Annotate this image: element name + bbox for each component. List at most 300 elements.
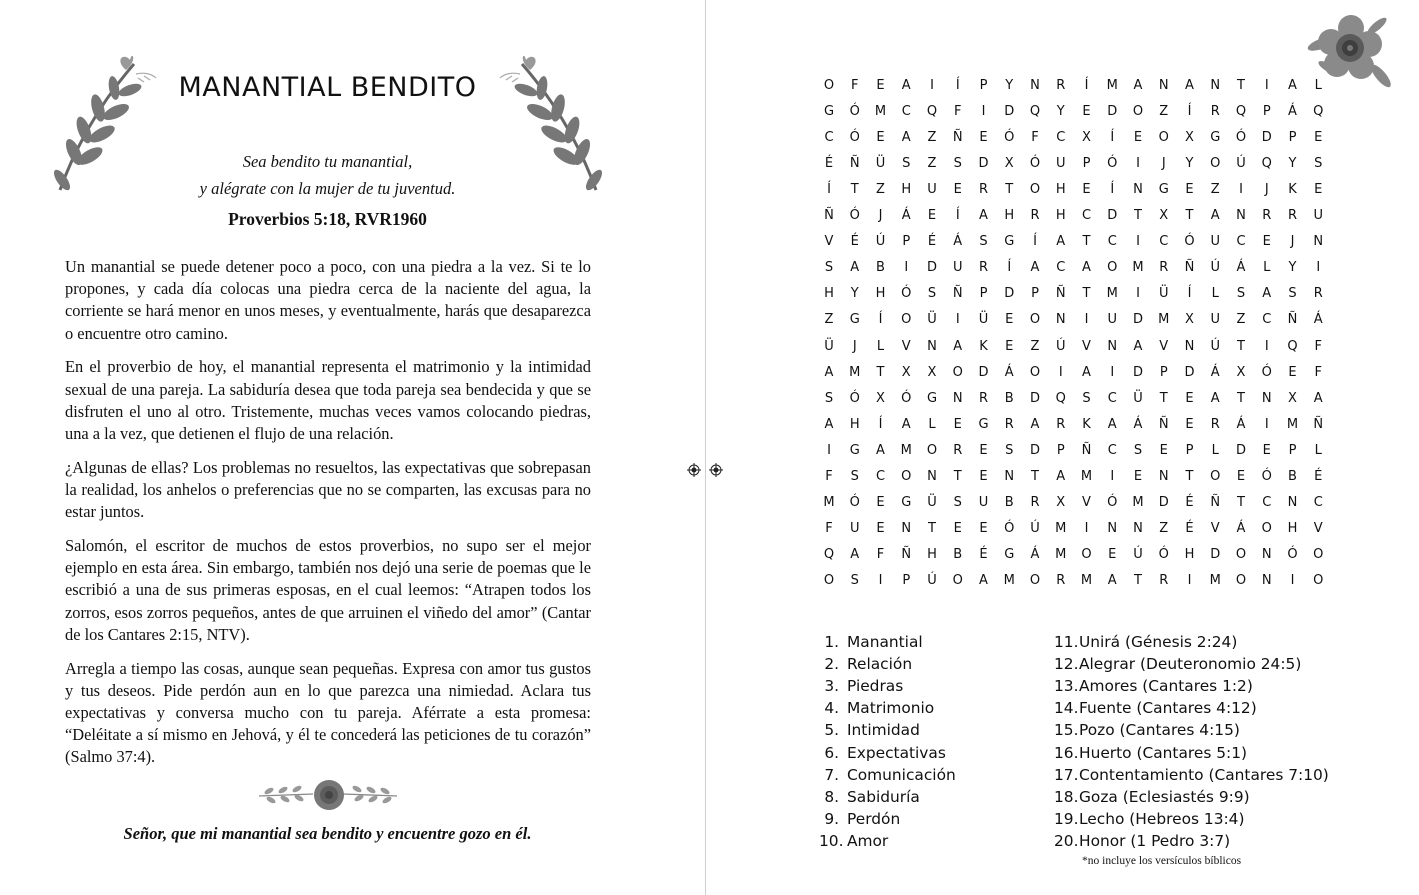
grid-letter[interactable]: I xyxy=(981,104,986,120)
grid-letter[interactable]: Ó xyxy=(1184,234,1195,250)
grid-letter[interactable]: N xyxy=(1004,468,1015,484)
grid-letter[interactable]: A xyxy=(901,130,911,146)
grid-letter[interactable]: N xyxy=(1107,338,1118,354)
grid-letter[interactable]: H xyxy=(901,182,912,198)
grid-letter[interactable]: N xyxy=(1030,78,1040,93)
grid-letter[interactable]: E xyxy=(979,130,988,146)
grid-letter[interactable]: C xyxy=(1056,130,1066,146)
grid-letter[interactable]: M xyxy=(849,364,861,380)
grid-letter[interactable]: O xyxy=(1210,156,1221,172)
grid-letter[interactable]: Ü xyxy=(875,156,886,172)
grid-letter[interactable]: Á xyxy=(1313,312,1323,328)
grid-letter[interactable]: Ñ xyxy=(849,156,860,172)
grid-letter[interactable]: R xyxy=(978,390,989,406)
grid-letter[interactable]: M xyxy=(1286,416,1299,432)
grid-letter[interactable]: J xyxy=(878,208,883,224)
grid-letter[interactable]: Ú xyxy=(1030,520,1040,536)
grid-letter[interactable]: Á xyxy=(1236,416,1246,432)
grid-letter[interactable]: A xyxy=(1082,260,1091,276)
grid-letter[interactable]: M xyxy=(823,494,835,510)
grid-letter[interactable]: Á xyxy=(1030,546,1040,562)
grid-letter[interactable]: K xyxy=(979,338,988,354)
grid-letter[interactable]: I xyxy=(1264,338,1269,354)
grid-letter[interactable]: D xyxy=(926,260,937,276)
grid-letter[interactable]: X xyxy=(1082,130,1091,146)
grid-letter[interactable]: M xyxy=(1132,494,1144,510)
grid-letter[interactable]: A xyxy=(901,416,911,432)
grid-letter[interactable]: T xyxy=(1159,390,1168,406)
grid-letter[interactable]: D xyxy=(1029,442,1040,458)
grid-letter[interactable]: O xyxy=(1313,546,1324,562)
grid-letter[interactable]: D xyxy=(1261,130,1272,146)
grid-letter[interactable]: N xyxy=(901,520,912,536)
grid-letter[interactable]: P xyxy=(1185,442,1194,458)
grid-letter[interactable]: Ñ xyxy=(1158,416,1169,432)
grid-letter[interactable]: É xyxy=(927,234,937,250)
grid-letter[interactable]: T xyxy=(1134,572,1142,588)
grid-letter[interactable]: R xyxy=(953,442,963,458)
grid-letter[interactable]: Ü xyxy=(824,338,834,354)
grid-letter[interactable]: Ó xyxy=(1107,156,1118,172)
grid-letter[interactable]: O xyxy=(823,572,835,588)
grid-letter[interactable]: H xyxy=(1287,520,1298,536)
grid-letter[interactable]: É xyxy=(850,234,859,250)
grid-letter[interactable]: G xyxy=(1004,546,1015,562)
grid-letter[interactable]: P xyxy=(1159,364,1168,380)
grid-letter[interactable]: U xyxy=(849,520,860,536)
grid-letter[interactable]: X xyxy=(1185,312,1194,328)
grid-letter[interactable]: C xyxy=(1262,312,1272,328)
grid-letter[interactable]: I xyxy=(1264,416,1269,432)
grid-letter[interactable]: E xyxy=(1133,468,1143,484)
grid-letter[interactable]: H xyxy=(1004,208,1015,224)
grid-letter[interactable]: A xyxy=(1082,364,1091,380)
grid-letter[interactable]: S xyxy=(953,156,962,172)
grid-letter[interactable]: G xyxy=(1158,182,1169,198)
grid-letter[interactable]: E xyxy=(1005,338,1014,354)
grid-letter[interactable]: O xyxy=(1029,364,1041,380)
grid-letter[interactable]: D xyxy=(1004,286,1015,302)
grid-letter[interactable]: E xyxy=(876,494,885,510)
grid-letter[interactable]: P xyxy=(1031,286,1039,302)
grid-letter[interactable]: E xyxy=(1314,130,1323,146)
grid-letter[interactable]: Ñ xyxy=(1081,442,1092,458)
grid-letter[interactable]: I xyxy=(1136,234,1140,250)
grid-letter[interactable]: N xyxy=(1158,468,1169,484)
grid-letter[interactable]: E xyxy=(1236,468,1246,484)
grid-letter[interactable]: R xyxy=(1056,416,1066,432)
grid-letter[interactable]: N xyxy=(1055,312,1066,328)
grid-letter[interactable]: Q xyxy=(823,546,835,562)
grid-letter[interactable]: M xyxy=(1132,260,1144,276)
grid-letter[interactable]: F xyxy=(851,78,859,93)
grid-letter[interactable]: G xyxy=(978,416,989,432)
grid-letter[interactable]: I xyxy=(878,572,883,588)
grid-letter[interactable]: H xyxy=(875,286,886,302)
grid-letter[interactable]: T xyxy=(1237,338,1245,354)
grid-letter[interactable]: M xyxy=(874,104,887,120)
grid-letter[interactable]: Ñ xyxy=(1210,494,1221,510)
grid-letter[interactable]: B xyxy=(1288,468,1297,484)
grid-letter[interactable]: K xyxy=(1082,416,1091,432)
grid-letter[interactable]: P xyxy=(979,286,988,302)
grid-letter[interactable]: E xyxy=(1005,312,1014,328)
grid-letter[interactable]: J xyxy=(852,338,857,354)
grid-letter[interactable]: C xyxy=(824,130,834,146)
grid-letter[interactable]: P xyxy=(979,78,988,93)
grid-letter[interactable]: S xyxy=(1005,442,1014,458)
grid-letter[interactable]: O xyxy=(901,468,912,484)
grid-letter[interactable]: S xyxy=(902,156,911,172)
grid-letter[interactable]: E xyxy=(876,520,885,536)
grid-letter[interactable]: E xyxy=(1185,416,1194,432)
grid-letter[interactable]: Ó xyxy=(849,208,860,224)
grid-letter[interactable]: U xyxy=(1210,312,1220,328)
grid-letter[interactable]: H xyxy=(849,416,860,432)
grid-letter[interactable]: I xyxy=(827,442,831,458)
grid-letter[interactable]: O xyxy=(1261,520,1272,536)
grid-letter[interactable]: G xyxy=(901,494,912,510)
grid-letter[interactable]: Ú xyxy=(927,572,937,588)
grid-letter[interactable]: O xyxy=(1235,572,1247,588)
grid-letter[interactable]: G xyxy=(823,104,835,120)
grid-letter[interactable]: G xyxy=(849,312,860,328)
grid-letter[interactable]: T xyxy=(1237,390,1245,406)
grid-letter[interactable]: P xyxy=(1082,156,1091,172)
grid-letter[interactable]: O xyxy=(1210,468,1221,484)
grid-letter[interactable]: A xyxy=(1185,78,1194,93)
grid-letter[interactable]: Ú xyxy=(1236,156,1246,172)
grid-letter[interactable]: Ú xyxy=(875,234,886,250)
grid-letter[interactable]: Í xyxy=(878,416,883,432)
grid-letter[interactable]: I xyxy=(1187,572,1192,588)
grid-letter[interactable]: Á xyxy=(901,208,911,224)
grid-letter[interactable]: S xyxy=(927,286,937,302)
grid-letter[interactable]: I xyxy=(1110,364,1115,380)
grid-letter[interactable]: I xyxy=(955,312,960,328)
grid-letter[interactable]: A xyxy=(1030,260,1040,276)
grid-letter[interactable]: Y xyxy=(1005,78,1014,93)
grid-letter[interactable]: V xyxy=(1082,494,1091,510)
grid-letter[interactable]: Á xyxy=(1004,364,1014,380)
grid-letter[interactable]: A xyxy=(1030,416,1040,432)
grid-letter[interactable]: X xyxy=(927,364,937,380)
grid-letter[interactable]: T xyxy=(876,364,885,380)
grid-letter[interactable]: Á xyxy=(1288,104,1297,120)
grid-letter[interactable]: Ó xyxy=(1261,364,1272,380)
grid-letter[interactable]: N xyxy=(1133,182,1143,198)
grid-letter[interactable]: E xyxy=(1082,182,1091,198)
grid-letter[interactable]: C xyxy=(1107,234,1117,250)
grid-letter[interactable]: D xyxy=(1158,494,1169,510)
grid-letter[interactable]: I xyxy=(1058,364,1063,380)
grid-letter[interactable]: I xyxy=(1316,260,1321,276)
grid-letter[interactable]: U xyxy=(1055,156,1066,172)
grid-letter[interactable]: G xyxy=(1004,234,1015,250)
grid-letter[interactable]: Z xyxy=(1210,182,1220,198)
grid-letter[interactable]: R xyxy=(1056,78,1066,93)
grid-letter[interactable]: L xyxy=(1263,260,1271,276)
grid-letter[interactable]: A xyxy=(1210,208,1220,224)
grid-letter[interactable]: A xyxy=(979,208,988,224)
grid-letter[interactable]: D xyxy=(1107,104,1118,120)
grid-letter[interactable]: R xyxy=(1210,104,1220,120)
grid-letter[interactable]: G xyxy=(849,442,860,458)
grid-letter[interactable]: Ó xyxy=(1004,520,1015,536)
grid-letter[interactable]: Z xyxy=(876,182,885,198)
grid-letter[interactable]: M xyxy=(1080,572,1093,588)
grid-letter[interactable]: S xyxy=(1288,286,1297,302)
grid-letter[interactable]: T xyxy=(1185,208,1194,224)
grid-letter[interactable]: U xyxy=(978,494,989,510)
grid-letter[interactable]: Ó xyxy=(1158,546,1169,562)
grid-letter[interactable]: Z xyxy=(1159,520,1169,536)
grid-letter[interactable]: Ú xyxy=(1210,338,1220,354)
grid-letter[interactable]: U xyxy=(1313,208,1323,224)
grid-letter[interactable]: A xyxy=(979,572,988,588)
grid-letter[interactable]: R xyxy=(978,260,989,276)
grid-letter[interactable]: E xyxy=(876,130,885,146)
grid-letter[interactable]: Ó xyxy=(1107,494,1118,510)
grid-letter[interactable]: X xyxy=(1288,390,1297,406)
grid-letter[interactable]: T xyxy=(1082,234,1091,250)
grid-letter[interactable]: E xyxy=(1108,546,1117,562)
grid-letter[interactable]: E xyxy=(876,78,885,93)
grid-letter[interactable]: S xyxy=(1082,390,1091,406)
grid-letter[interactable]: T xyxy=(1005,182,1014,198)
grid-letter[interactable]: M xyxy=(1158,312,1170,328)
grid-letter[interactable]: Á xyxy=(1133,416,1143,432)
grid-letter[interactable]: P xyxy=(902,234,911,250)
grid-letter[interactable]: C xyxy=(1107,390,1117,406)
grid-letter[interactable]: S xyxy=(1314,156,1323,172)
grid-letter[interactable]: N xyxy=(1184,338,1195,354)
grid-letter[interactable]: E xyxy=(953,520,962,536)
grid-letter[interactable]: J xyxy=(1290,234,1295,250)
grid-letter[interactable]: N xyxy=(1261,390,1272,406)
grid-letter[interactable]: F xyxy=(1314,364,1322,380)
grid-letter[interactable]: E xyxy=(1262,234,1271,250)
grid-letter[interactable]: I xyxy=(904,260,909,276)
grid-letter[interactable]: G xyxy=(926,390,938,406)
grid-letter[interactable]: I xyxy=(1110,468,1115,484)
grid-letter[interactable]: Í xyxy=(1187,286,1192,302)
grid-letter[interactable]: O xyxy=(1029,572,1041,588)
grid-letter[interactable]: E xyxy=(1185,390,1194,406)
grid-letter[interactable]: S xyxy=(979,234,988,250)
grid-letter[interactable]: A xyxy=(1210,390,1220,406)
grid-letter[interactable]: Y xyxy=(1288,156,1297,172)
grid-letter[interactable]: Ó xyxy=(849,494,860,510)
grid-letter[interactable]: A xyxy=(901,78,911,93)
grid-letter[interactable]: N xyxy=(1133,520,1143,536)
grid-letter[interactable]: Ü xyxy=(927,312,937,328)
grid-letter[interactable]: R xyxy=(1287,208,1298,224)
grid-letter[interactable]: Ñ xyxy=(824,208,834,224)
grid-letter[interactable]: E xyxy=(927,208,937,224)
grid-letter[interactable]: O xyxy=(1313,572,1324,588)
grid-letter[interactable]: P xyxy=(902,572,911,588)
grid-letter[interactable]: T xyxy=(953,468,962,484)
grid-letter[interactable]: C xyxy=(1081,208,1092,224)
grid-letter[interactable]: A xyxy=(850,546,860,562)
grid-letter[interactable]: H xyxy=(1184,546,1195,562)
grid-letter[interactable]: O xyxy=(1029,182,1041,198)
grid-letter[interactable]: T xyxy=(850,182,859,198)
grid-letter[interactable]: Z xyxy=(1030,338,1040,354)
grid-letter[interactable]: T xyxy=(1237,494,1245,510)
grid-letter[interactable]: R xyxy=(1159,260,1169,276)
grid-letter[interactable]: N xyxy=(1158,78,1169,93)
grid-letter[interactable]: Ñ xyxy=(1313,416,1324,432)
grid-letter[interactable]: B xyxy=(876,260,885,276)
grid-letter[interactable]: Í xyxy=(827,182,831,198)
grid-letter[interactable]: Z xyxy=(1236,312,1246,328)
grid-letter[interactable]: T xyxy=(1082,286,1091,302)
grid-letter[interactable]: F xyxy=(825,520,833,536)
grid-letter[interactable]: N xyxy=(927,338,937,354)
grid-letter[interactable]: V xyxy=(901,338,911,354)
grid-letter[interactable]: A xyxy=(824,416,834,432)
grid-letter[interactable]: Y xyxy=(850,286,859,302)
grid-letter[interactable]: L xyxy=(876,338,885,354)
grid-letter[interactable]: M xyxy=(900,442,912,458)
grid-letter[interactable]: Ó xyxy=(849,104,860,120)
grid-letter[interactable]: I xyxy=(1136,156,1140,172)
grid-letter[interactable]: F xyxy=(876,546,885,562)
grid-letter[interactable]: O xyxy=(1235,546,1247,562)
grid-letter[interactable]: É xyxy=(1314,468,1323,484)
grid-letter[interactable]: I xyxy=(1084,520,1089,536)
grid-letter[interactable]: Í xyxy=(878,312,883,328)
grid-letter[interactable]: Q xyxy=(1313,104,1324,120)
grid-letter[interactable]: Á xyxy=(1236,520,1246,536)
grid-letter[interactable]: A xyxy=(1262,286,1272,302)
grid-letter[interactable]: M xyxy=(1106,78,1118,93)
grid-letter[interactable]: I xyxy=(1239,182,1243,198)
grid-letter[interactable]: O xyxy=(1107,260,1118,276)
grid-letter[interactable]: Q xyxy=(1029,104,1041,120)
grid-letter[interactable]: V xyxy=(1082,338,1091,354)
grid-letter[interactable]: L xyxy=(1211,286,1219,302)
grid-letter[interactable]: U xyxy=(927,182,937,198)
grid-letter[interactable]: C xyxy=(1262,494,1272,510)
grid-letter[interactable]: M xyxy=(1209,572,1221,588)
grid-letter[interactable]: X xyxy=(1185,130,1194,146)
grid-letter[interactable]: E xyxy=(979,442,988,458)
grid-letter[interactable]: C xyxy=(1107,442,1117,458)
grid-letter[interactable]: E xyxy=(1185,182,1194,198)
grid-letter[interactable]: D xyxy=(1132,312,1143,328)
grid-letter[interactable]: I xyxy=(1264,78,1269,93)
grid-letter[interactable]: V xyxy=(1159,338,1169,354)
grid-letter[interactable]: Ñ xyxy=(1184,260,1195,276)
grid-letter[interactable]: R xyxy=(1030,208,1040,224)
grid-letter[interactable]: Ü xyxy=(1133,390,1143,406)
grid-letter[interactable]: O xyxy=(901,312,912,328)
grid-letter[interactable]: Ñ xyxy=(952,130,963,146)
grid-letter[interactable]: O xyxy=(1132,104,1144,120)
grid-letter[interactable]: I xyxy=(930,78,934,93)
grid-letter[interactable]: C xyxy=(1056,260,1066,276)
grid-letter[interactable]: E xyxy=(1082,104,1091,120)
grid-letter[interactable]: Í xyxy=(1033,234,1037,250)
grid-letter[interactable]: A xyxy=(1133,78,1143,93)
grid-letter[interactable]: A xyxy=(953,338,963,354)
grid-letter[interactable]: O xyxy=(1029,312,1041,328)
grid-letter[interactable]: F xyxy=(825,468,833,484)
grid-letter[interactable]: N xyxy=(1261,572,1272,588)
grid-letter[interactable]: Ñ xyxy=(952,286,963,302)
grid-letter[interactable]: B xyxy=(1004,390,1014,406)
grid-letter[interactable]: Á xyxy=(1236,260,1246,276)
grid-letter[interactable]: O xyxy=(1081,546,1092,562)
grid-letter[interactable]: P xyxy=(1288,442,1297,458)
grid-letter[interactable]: Ú xyxy=(1210,260,1220,276)
grid-letter[interactable]: U xyxy=(1107,312,1117,328)
grid-letter[interactable]: A xyxy=(1056,234,1066,250)
grid-letter[interactable]: F xyxy=(954,104,962,120)
grid-letter[interactable]: A xyxy=(850,260,860,276)
grid-letter[interactable]: E xyxy=(1133,130,1143,146)
grid-letter[interactable]: O xyxy=(926,442,938,458)
grid-letter[interactable]: Ü xyxy=(978,312,989,328)
grid-letter[interactable]: Z xyxy=(927,130,937,146)
grid-letter[interactable]: Q xyxy=(1055,390,1066,406)
grid-letter[interactable]: I xyxy=(1136,286,1140,302)
grid-letter[interactable]: L xyxy=(1211,442,1219,458)
grid-letter[interactable]: Í xyxy=(1187,104,1192,120)
grid-letter[interactable]: X xyxy=(1236,364,1246,380)
grid-letter[interactable]: D xyxy=(1004,104,1015,120)
grid-letter[interactable]: Í xyxy=(1007,260,1012,276)
grid-letter[interactable]: Q xyxy=(1287,338,1298,354)
grid-letter[interactable]: X xyxy=(1004,156,1014,172)
grid-letter[interactable]: P xyxy=(1288,130,1297,146)
grid-letter[interactable]: A xyxy=(1288,78,1297,93)
grid-letter[interactable]: M xyxy=(1106,286,1118,302)
grid-letter[interactable]: N xyxy=(1287,494,1298,510)
grid-letter[interactable]: X xyxy=(1159,208,1169,224)
grid-letter[interactable]: Ó xyxy=(1004,130,1015,146)
grid-letter[interactable]: N xyxy=(927,468,937,484)
grid-letter[interactable]: L xyxy=(1314,78,1322,93)
grid-letter[interactable]: A xyxy=(824,364,834,380)
grid-letter[interactable]: Z xyxy=(824,312,834,328)
grid-letter[interactable]: D xyxy=(1029,390,1040,406)
grid-letter[interactable]: D xyxy=(1107,208,1118,224)
grid-letter[interactable]: Ü xyxy=(1158,286,1169,302)
grid-letter[interactable]: L xyxy=(928,416,936,432)
grid-letter[interactable]: N xyxy=(952,390,963,406)
grid-letter[interactable]: V xyxy=(1313,520,1323,536)
grid-letter[interactable]: A xyxy=(876,442,885,458)
grid-letter[interactable]: O xyxy=(952,572,963,588)
grid-letter[interactable]: Ú xyxy=(1133,546,1143,562)
grid-letter[interactable]: R xyxy=(1004,416,1014,432)
grid-letter[interactable]: Ú xyxy=(1055,338,1066,354)
grid-letter[interactable]: H xyxy=(927,546,937,562)
grid-letter[interactable]: F xyxy=(1031,130,1039,146)
grid-letter[interactable]: D xyxy=(978,364,989,380)
grid-letter[interactable]: A xyxy=(1056,468,1066,484)
grid-letter[interactable]: Ó xyxy=(1235,130,1247,146)
grid-letter[interactable]: U xyxy=(952,260,963,276)
grid-letter[interactable]: S xyxy=(1236,286,1246,302)
grid-letter[interactable]: Ó xyxy=(1261,468,1272,484)
grid-letter[interactable]: R xyxy=(1262,208,1272,224)
grid-letter[interactable]: Ó xyxy=(1287,546,1298,562)
